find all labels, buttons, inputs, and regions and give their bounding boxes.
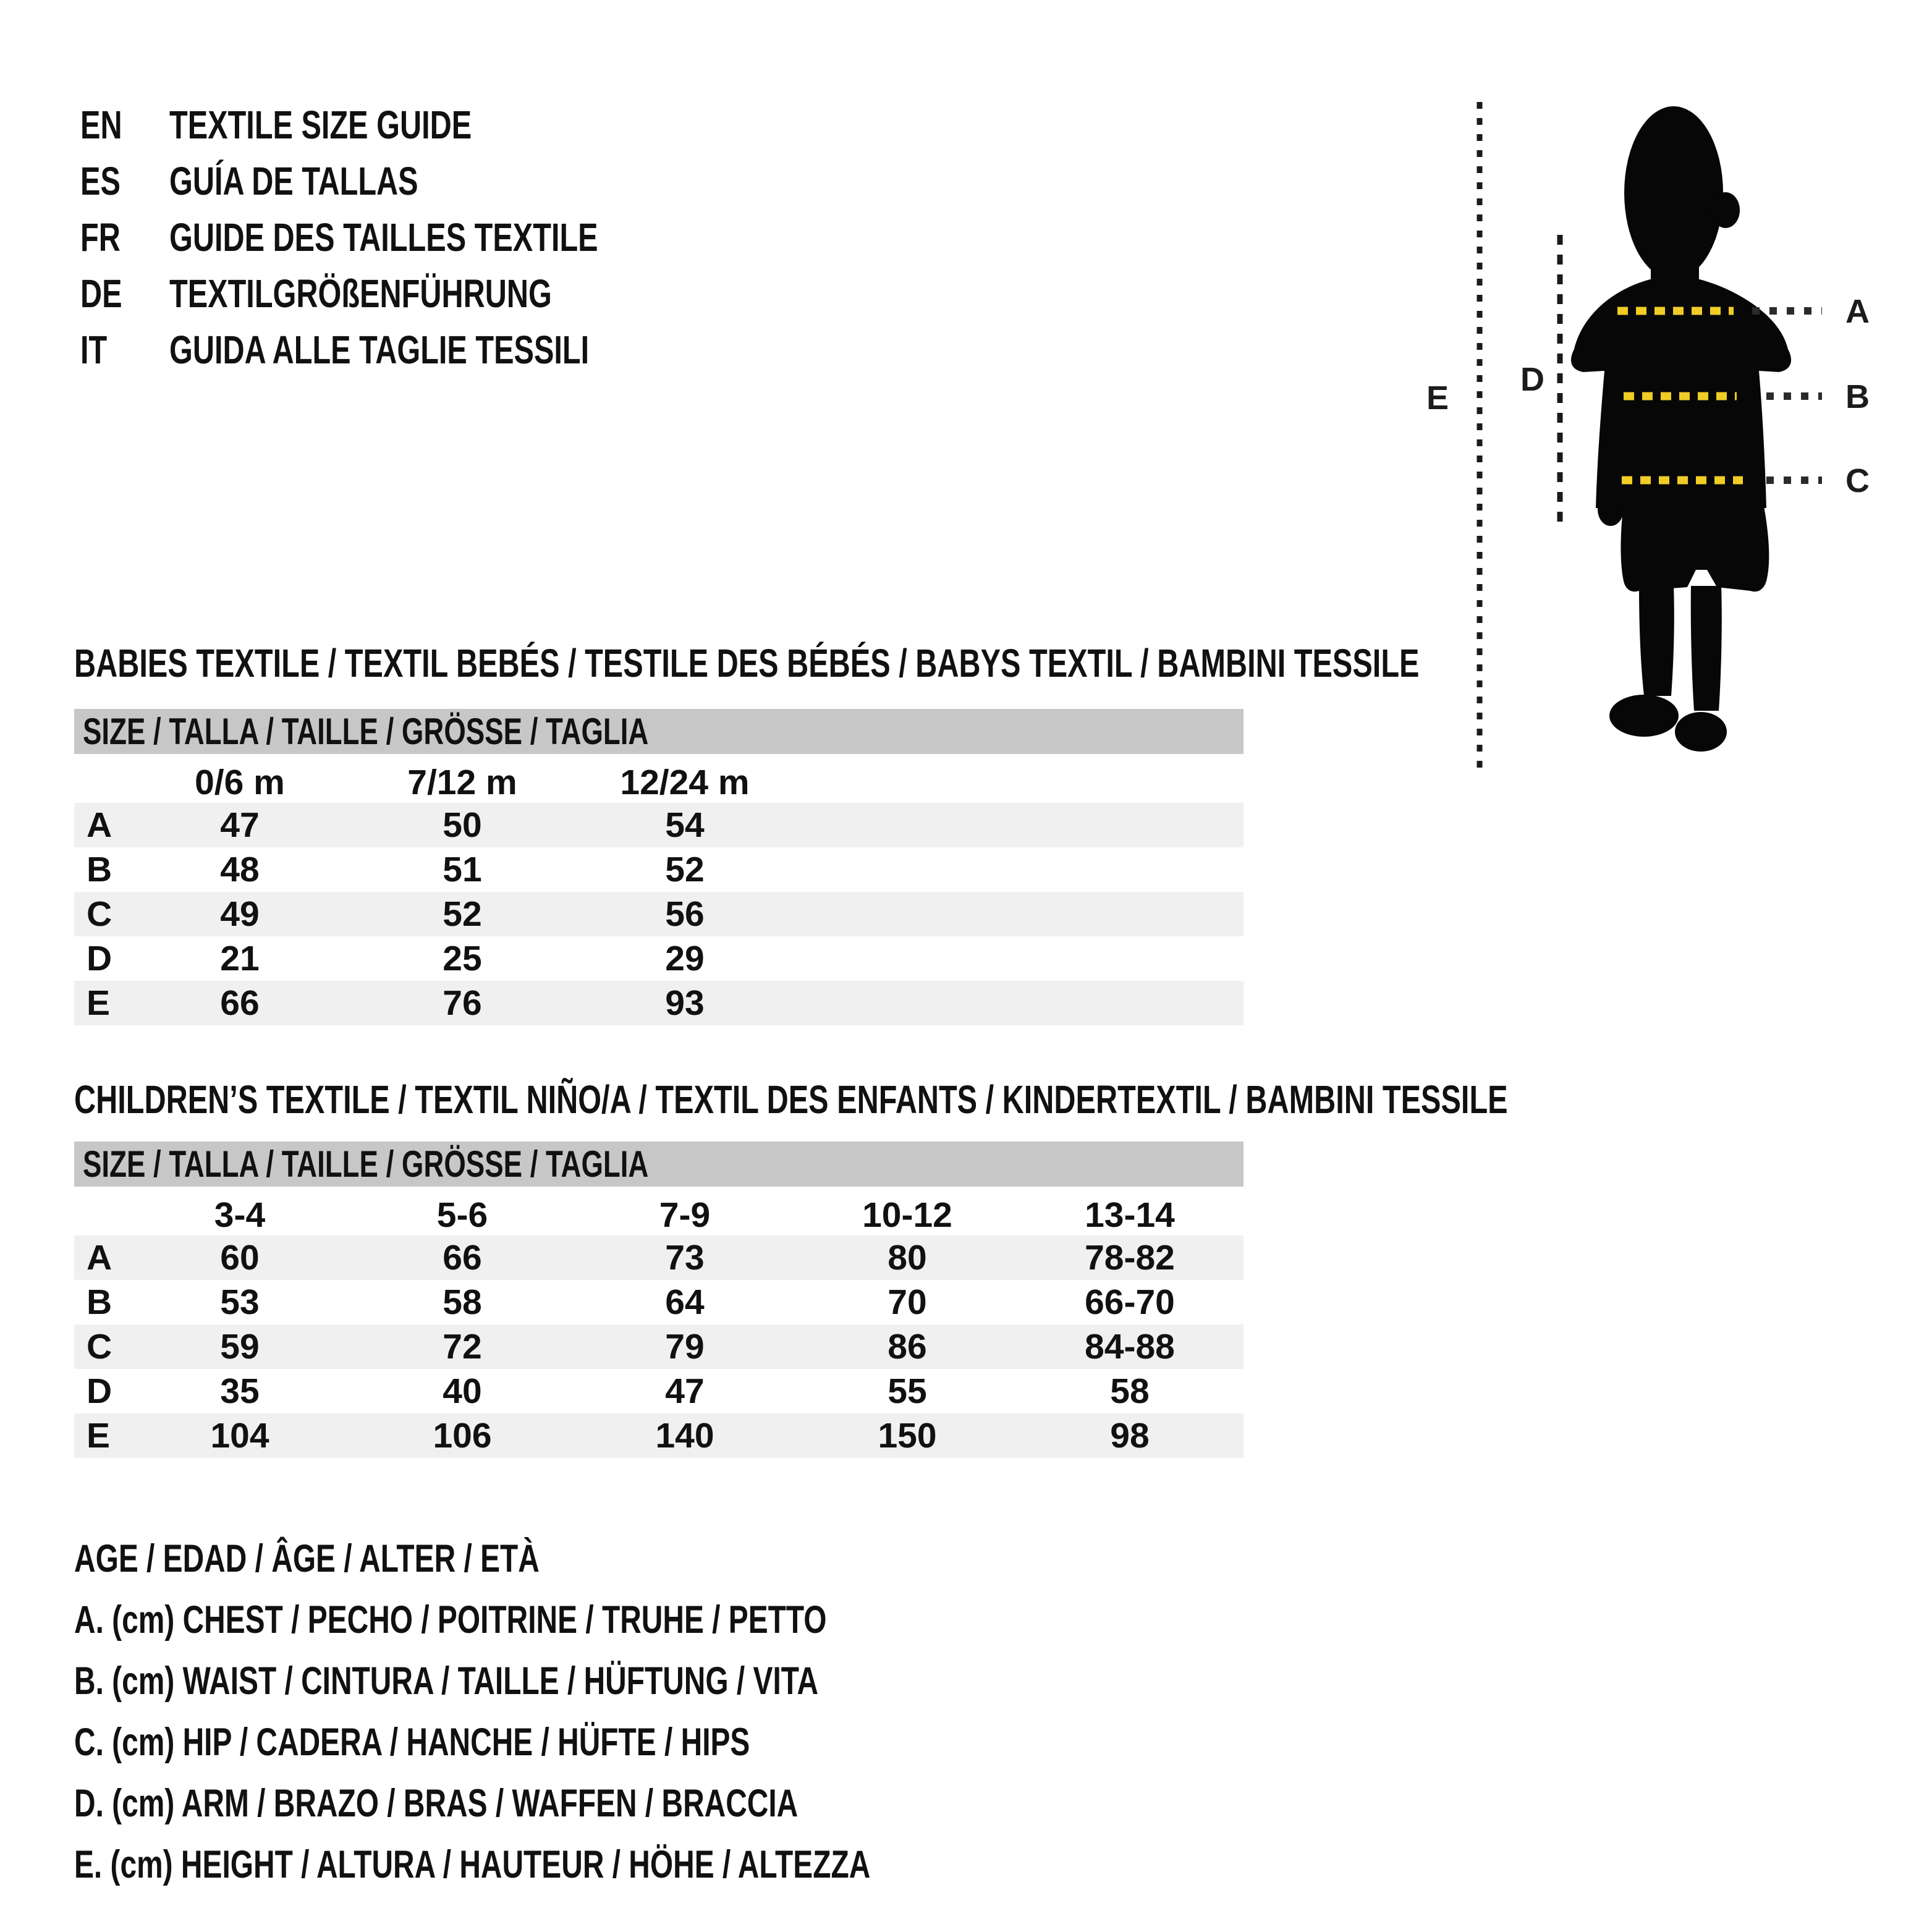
lang-row-de [80, 265, 734, 321]
measure-row-B [74, 1280, 1244, 1324]
value-cell: 49 [220, 894, 260, 934]
value-cell: 98 [1110, 1416, 1150, 1455]
lang-code-en: EN [80, 102, 122, 147]
legend-arm-text: D. (cm) ARM / BRAZO / BRAS / WAFFEN / BRACCIA [74, 1781, 799, 1825]
column-header-row [74, 1195, 1244, 1235]
value-cell: 55 [888, 1371, 927, 1411]
lang-row-es [80, 153, 734, 209]
value-cell: 47 [220, 805, 260, 845]
value-cell: 50 [443, 805, 482, 845]
value-cell: 66-70 [1085, 1282, 1175, 1322]
value-cell: 35 [220, 1371, 260, 1411]
legend-line-arm [74, 1773, 1122, 1834]
babies-size-header-bar [74, 709, 1244, 754]
row-label: C [87, 894, 112, 934]
filler-cell [1241, 1324, 1244, 1369]
legend-chest-text: A. (cm) CHEST / PECHO / POITRINE / TRUHE / PETTO [74, 1598, 827, 1642]
value-cell: 93 [665, 983, 705, 1023]
filler-cell [1241, 1413, 1244, 1458]
row-label: B [87, 850, 112, 889]
value-cell: 47 [665, 1371, 705, 1411]
value-cell: 58 [443, 1282, 482, 1322]
legend-age-text: AGE / EDAD / ÂGE / ALTER / ETÀ [74, 1536, 540, 1580]
row-label: C [87, 1327, 112, 1366]
lang-row-fr [80, 209, 734, 265]
babies-size-table [74, 762, 1244, 1025]
children-section-title-text: CHILDREN’S TEXTILE / TEXTIL NIÑO/A / TEXTIL DES ENFANTS / KINDERTEXTIL / BAMBINI TESSILE [74, 1077, 1508, 1122]
value-cell: 25 [443, 939, 482, 978]
lang-row-en [80, 96, 734, 153]
value-cell: 86 [888, 1327, 927, 1366]
lang-code-fr: FR [80, 214, 121, 260]
lang-title-en: TEXTILE SIZE GUIDE [169, 102, 472, 147]
value-cell: 29 [665, 939, 705, 978]
silhouette-left-shoe [1609, 695, 1679, 737]
value-cell: 106 [433, 1416, 492, 1455]
value-cell: 60 [220, 1238, 260, 1277]
legend-line-hip [74, 1711, 1122, 1773]
filler-cell [796, 892, 1244, 936]
column-header: 7/12 m [407, 763, 517, 802]
row-label: D [87, 1371, 112, 1411]
children-size-table [74, 1195, 1244, 1458]
value-cell: 58 [1110, 1371, 1150, 1411]
legend-height-text: E. (cm) HEIGHT / ALTURA / HAUTEUR / HÖHE / ALTEZZA [74, 1842, 871, 1886]
value-cell: 104 [210, 1416, 269, 1455]
measure-row-D [74, 1369, 1244, 1413]
filler-cell [1241, 1195, 1244, 1235]
measurement-legend [74, 1528, 1122, 1895]
lang-title-it: GUIDA ALLE TAGLIE TESSILI [169, 327, 590, 372]
label-e: E [1426, 379, 1449, 417]
column-header: 5-6 [436, 1195, 488, 1235]
label-a: A [1845, 293, 1870, 330]
measure-row-B [74, 847, 1244, 892]
label-b: B [1845, 378, 1870, 415]
filler-cell [796, 762, 1244, 803]
row-label: B [87, 1282, 112, 1322]
lang-title-de: TEXTILGRÖßENFÜHRUNG [169, 271, 552, 316]
legend-line-height [74, 1834, 1122, 1895]
value-cell: 73 [665, 1238, 705, 1277]
silhouette-left-hand [1598, 493, 1624, 526]
value-cell: 54 [665, 805, 705, 845]
filler-cell [1241, 1280, 1244, 1324]
value-cell: 52 [443, 894, 482, 934]
silhouette-ear [1711, 192, 1740, 228]
value-cell: 21 [220, 939, 260, 978]
legend-line-waist [74, 1650, 1122, 1711]
lang-code-es: ES [80, 158, 121, 203]
lang-title-es: GUÍA DE TALLAS [169, 158, 418, 203]
language-title-list [80, 96, 734, 378]
measure-row-A [74, 1235, 1244, 1280]
value-cell: 52 [665, 850, 705, 889]
lang-row-it [80, 321, 734, 378]
lang-title-fr: GUIDE DES TAILLES TEXTILE [169, 214, 598, 260]
corner-cell [74, 1195, 129, 1235]
row-label: D [87, 939, 112, 978]
measure-row-C [74, 1324, 1244, 1369]
label-c: C [1845, 462, 1870, 499]
value-cell: 51 [443, 850, 482, 889]
filler-cell [796, 936, 1244, 981]
children-size-header-text: SIZE / TALLA / TAILLE / GRÖSSE / TAGLIA [83, 1143, 649, 1185]
value-cell: 56 [665, 894, 705, 934]
value-cell: 79 [665, 1327, 705, 1366]
silhouette-right-shoe [1675, 712, 1727, 752]
value-cell: 80 [888, 1238, 927, 1277]
measure-row-C [74, 892, 1244, 936]
children-section-title [74, 1077, 1932, 1122]
column-header: 13-14 [1085, 1195, 1175, 1235]
label-d: D [1520, 361, 1544, 398]
lang-code-it: IT [80, 327, 108, 372]
column-header: 10-12 [862, 1195, 952, 1235]
value-cell: 64 [665, 1282, 705, 1322]
filler-cell [1241, 1369, 1244, 1413]
row-label: E [87, 1416, 111, 1455]
value-cell: 84-88 [1085, 1327, 1175, 1366]
value-cell: 66 [443, 1238, 482, 1277]
measure-row-E [74, 981, 1244, 1025]
babies-section-title [74, 640, 1844, 686]
column-header: 3-4 [214, 1195, 266, 1235]
row-label: E [87, 983, 111, 1023]
row-label: A [87, 805, 112, 845]
filler-cell [796, 803, 1244, 847]
babies-section-title-text: BABIES TEXTILE / TEXTIL BEBÉS / TESTILE DES BÉBÉS / BABYS TEXTIL / BAMBINI TESSILE [74, 641, 1420, 685]
column-header: 7-9 [659, 1195, 711, 1235]
value-cell: 78-82 [1085, 1238, 1175, 1277]
children-size-header-bar [74, 1142, 1244, 1187]
lang-code-de: DE [80, 271, 122, 316]
silhouette-shorts [1621, 503, 1769, 591]
legend-waist-text: B. (cm) WAIST / CINTURA / TAILLE / HÜFTUNG / VITA [74, 1659, 819, 1703]
babies-size-header-text: SIZE / TALLA / TAILLE / GRÖSSE / TAGLIA [83, 711, 649, 752]
value-cell: 59 [220, 1327, 260, 1366]
value-cell: 150 [878, 1416, 937, 1455]
value-cell: 76 [443, 983, 482, 1023]
measure-row-E [74, 1413, 1244, 1458]
legend-hip-text: C. (cm) HIP / CADERA / HANCHE / HÜFTE / HIPS [74, 1720, 750, 1764]
value-cell: 40 [443, 1371, 482, 1411]
legend-line-age [74, 1528, 1122, 1589]
measure-row-A [74, 803, 1244, 847]
value-cell: 48 [220, 850, 260, 889]
column-header-row [74, 762, 1244, 803]
value-cell: 140 [655, 1416, 714, 1455]
filler-cell [1241, 1235, 1244, 1280]
filler-cell [796, 847, 1244, 892]
value-cell: 72 [443, 1327, 482, 1366]
value-cell: 70 [888, 1282, 927, 1322]
corner-cell [74, 762, 129, 803]
value-cell: 53 [220, 1282, 260, 1322]
measure-row-D [74, 936, 1244, 981]
row-label: A [87, 1238, 112, 1277]
column-header: 12/24 m [620, 763, 750, 802]
column-header: 0/6 m [195, 763, 285, 802]
value-cell: 66 [220, 983, 260, 1023]
legend-line-chest [74, 1589, 1122, 1650]
filler-cell [796, 981, 1244, 1025]
